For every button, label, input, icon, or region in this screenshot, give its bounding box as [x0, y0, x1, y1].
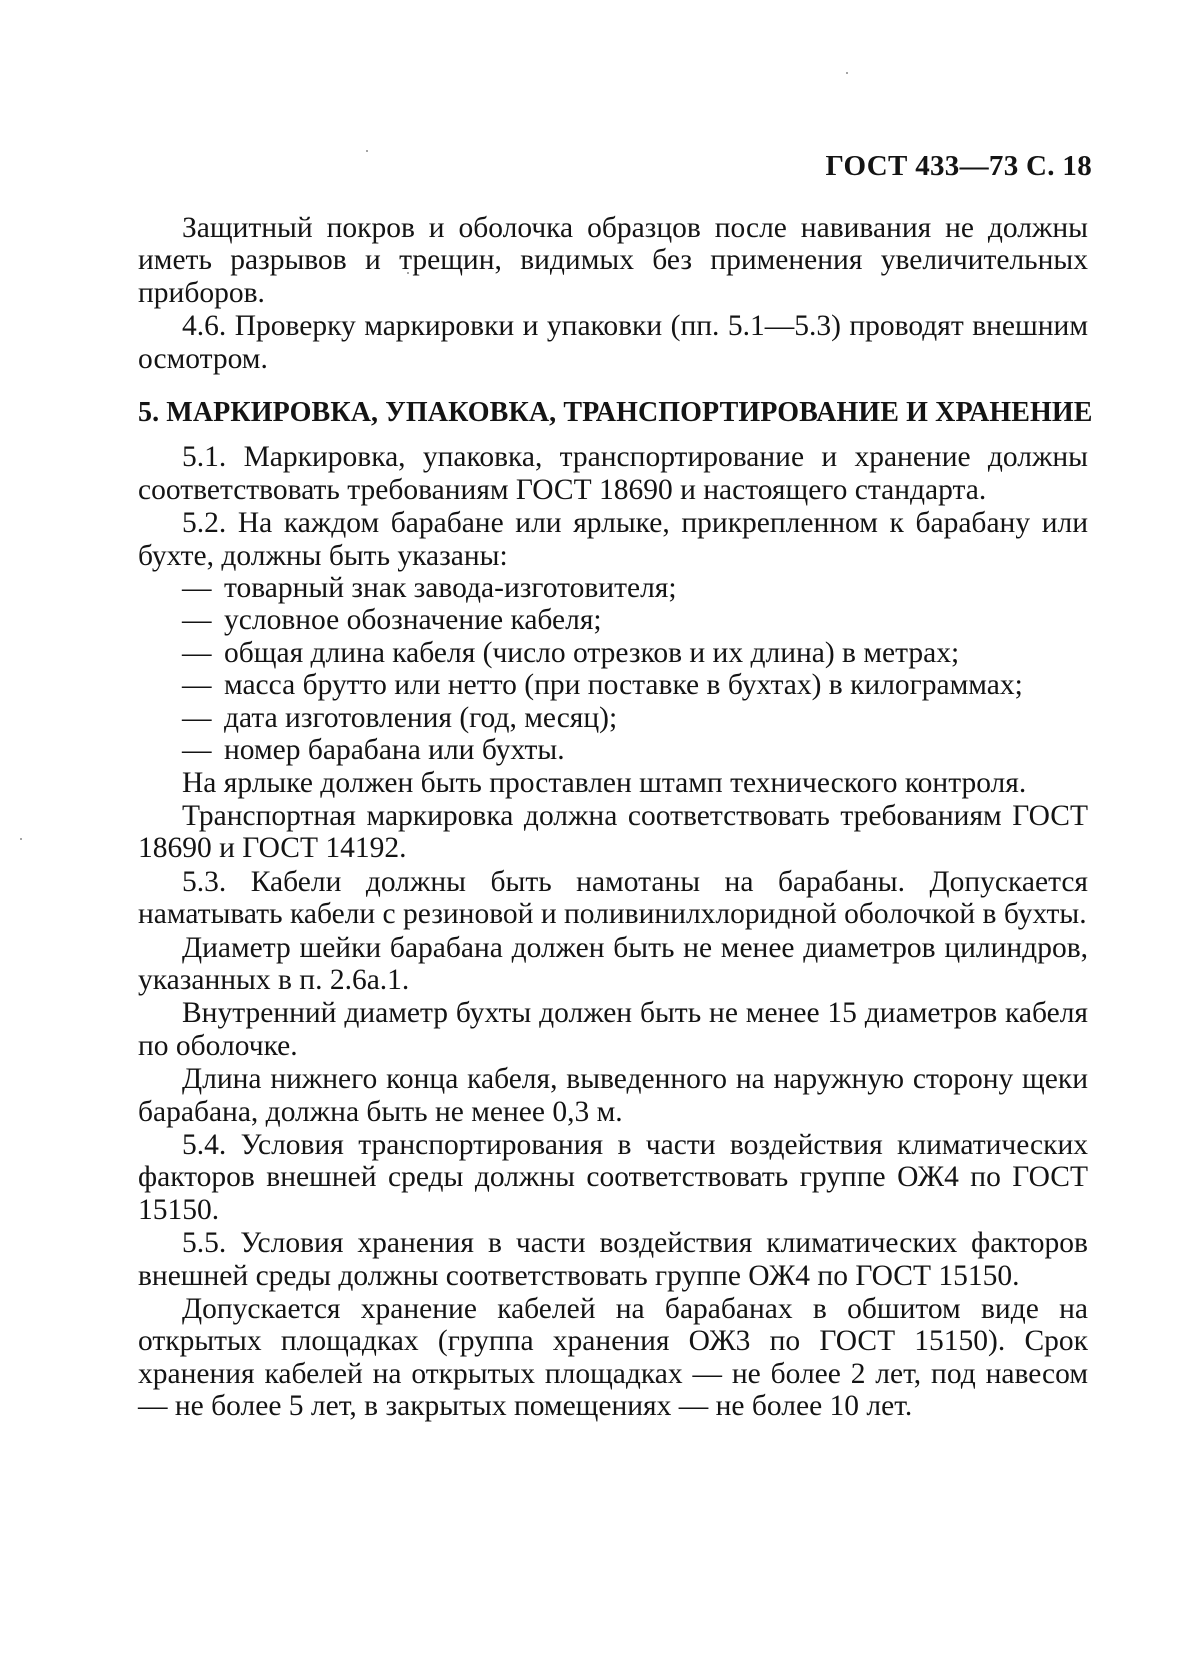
list-item: — условное обозначение кабеля; [182, 604, 602, 637]
scan-speck [846, 72, 848, 74]
list-dash: — [182, 636, 212, 669]
paragraph-sample-cover: Защитный покров и оболочка образцов после навивания не должны иметь разрывов и трещин, видимых без применения увеличительных приборов. [138, 212, 1088, 309]
marking-list [138, 572, 1088, 766]
list-dash: — [182, 604, 212, 637]
scan-speck [20, 838, 22, 840]
list-item: — дата изготовления (год, месяц); [182, 701, 618, 734]
paragraph-5-1: 5.1. Маркировка, упаковка, транспортирование и хранение должны соответствовать требованиям ГОСТ 18690 и настоящего стандарта. [138, 441, 1088, 506]
list-item: — масса брутто или нетто (при поставке в бухтах) в килограммах; [182, 669, 1023, 702]
list-item: — общая длина кабеля (число отрезков и их длина) в метрах; [182, 636, 960, 669]
document-body [138, 212, 1093, 1423]
section-5-heading: 5. МАРКИРОВКА, УПАКОВКА, ТРАНСПОРТИРОВАНИЕ И ХРАНЕНИЕ [138, 397, 1093, 429]
paragraph-storage: Допускается хранение кабелей на барабанах в обшитом виде на открытых площадках (группа хранения ОЖ3 по ГОСТ 15150). Срок хранения кабелей на открытых площадках — не более 2 лет, под навесом — не более 5 лет, в закрытых помещениях — не более 10 лет. [138, 1293, 1088, 1423]
paragraph-transport-marking: Транспортная маркировка должна соответствовать требованиям ГОСТ 18690 и ГОСТ 14192. [138, 799, 1088, 865]
scan-speck [366, 150, 368, 152]
paragraph-5-3: 5.3. Кабели должны быть намотаны на барабаны. Допускается наматывать кабели с резиновой и поливинилхлоридной оболочкой в бухты. [138, 865, 1088, 931]
paragraph-lower-end: Длина нижнего конца кабеля, выведенного на наружную сторону щеки барабана, должна быть не менее 0,3 м. [138, 1063, 1088, 1128]
paragraph-label-stamp: На ярлыке должен быть проставлен штамп технического контроля. [182, 766, 1027, 799]
paragraph-coil-diameter: Внутренний диаметр бухты должен быть не менее 15 диаметров кабеля по оболочке. [138, 997, 1088, 1062]
paragraph-5-5: 5.5. Условия хранения в части воздействия климатических факторов внешней среды должны соответствовать группе ОЖ4 по ГОСТ 15150. [138, 1227, 1088, 1292]
list-item: — номер барабана или бухты. [182, 734, 565, 767]
paragraph-5-2: 5.2. На каждом барабане или ярлыке, прикрепленном к барабану или бухте, должны быть указаны: [138, 507, 1088, 572]
list-dash: — [182, 669, 212, 702]
list-dash: — [182, 572, 212, 605]
running-header: ГОСТ 433—73 С. 18 [825, 150, 1092, 182]
list-item: — товарный знак завода-изготовителя; [182, 572, 677, 605]
paragraph-4-6: 4.6. Проверку маркировки и упаковки (пп. 5.1—5.3) проводят внешним осмотром. [138, 310, 1088, 375]
list-dash: — [182, 734, 212, 767]
list-dash: — [182, 701, 212, 734]
paragraph-drum-neck: Диаметр шейки барабана должен быть не менее диаметров цилиндров, указанных в п. 2.6а.1. [138, 931, 1088, 996]
paragraph-5-4: 5.4. Условия транспортирования в части воздействия климатических факторов внешней среды должны соответствовать группе ОЖ4 по ГОСТ 15150. [138, 1128, 1088, 1226]
